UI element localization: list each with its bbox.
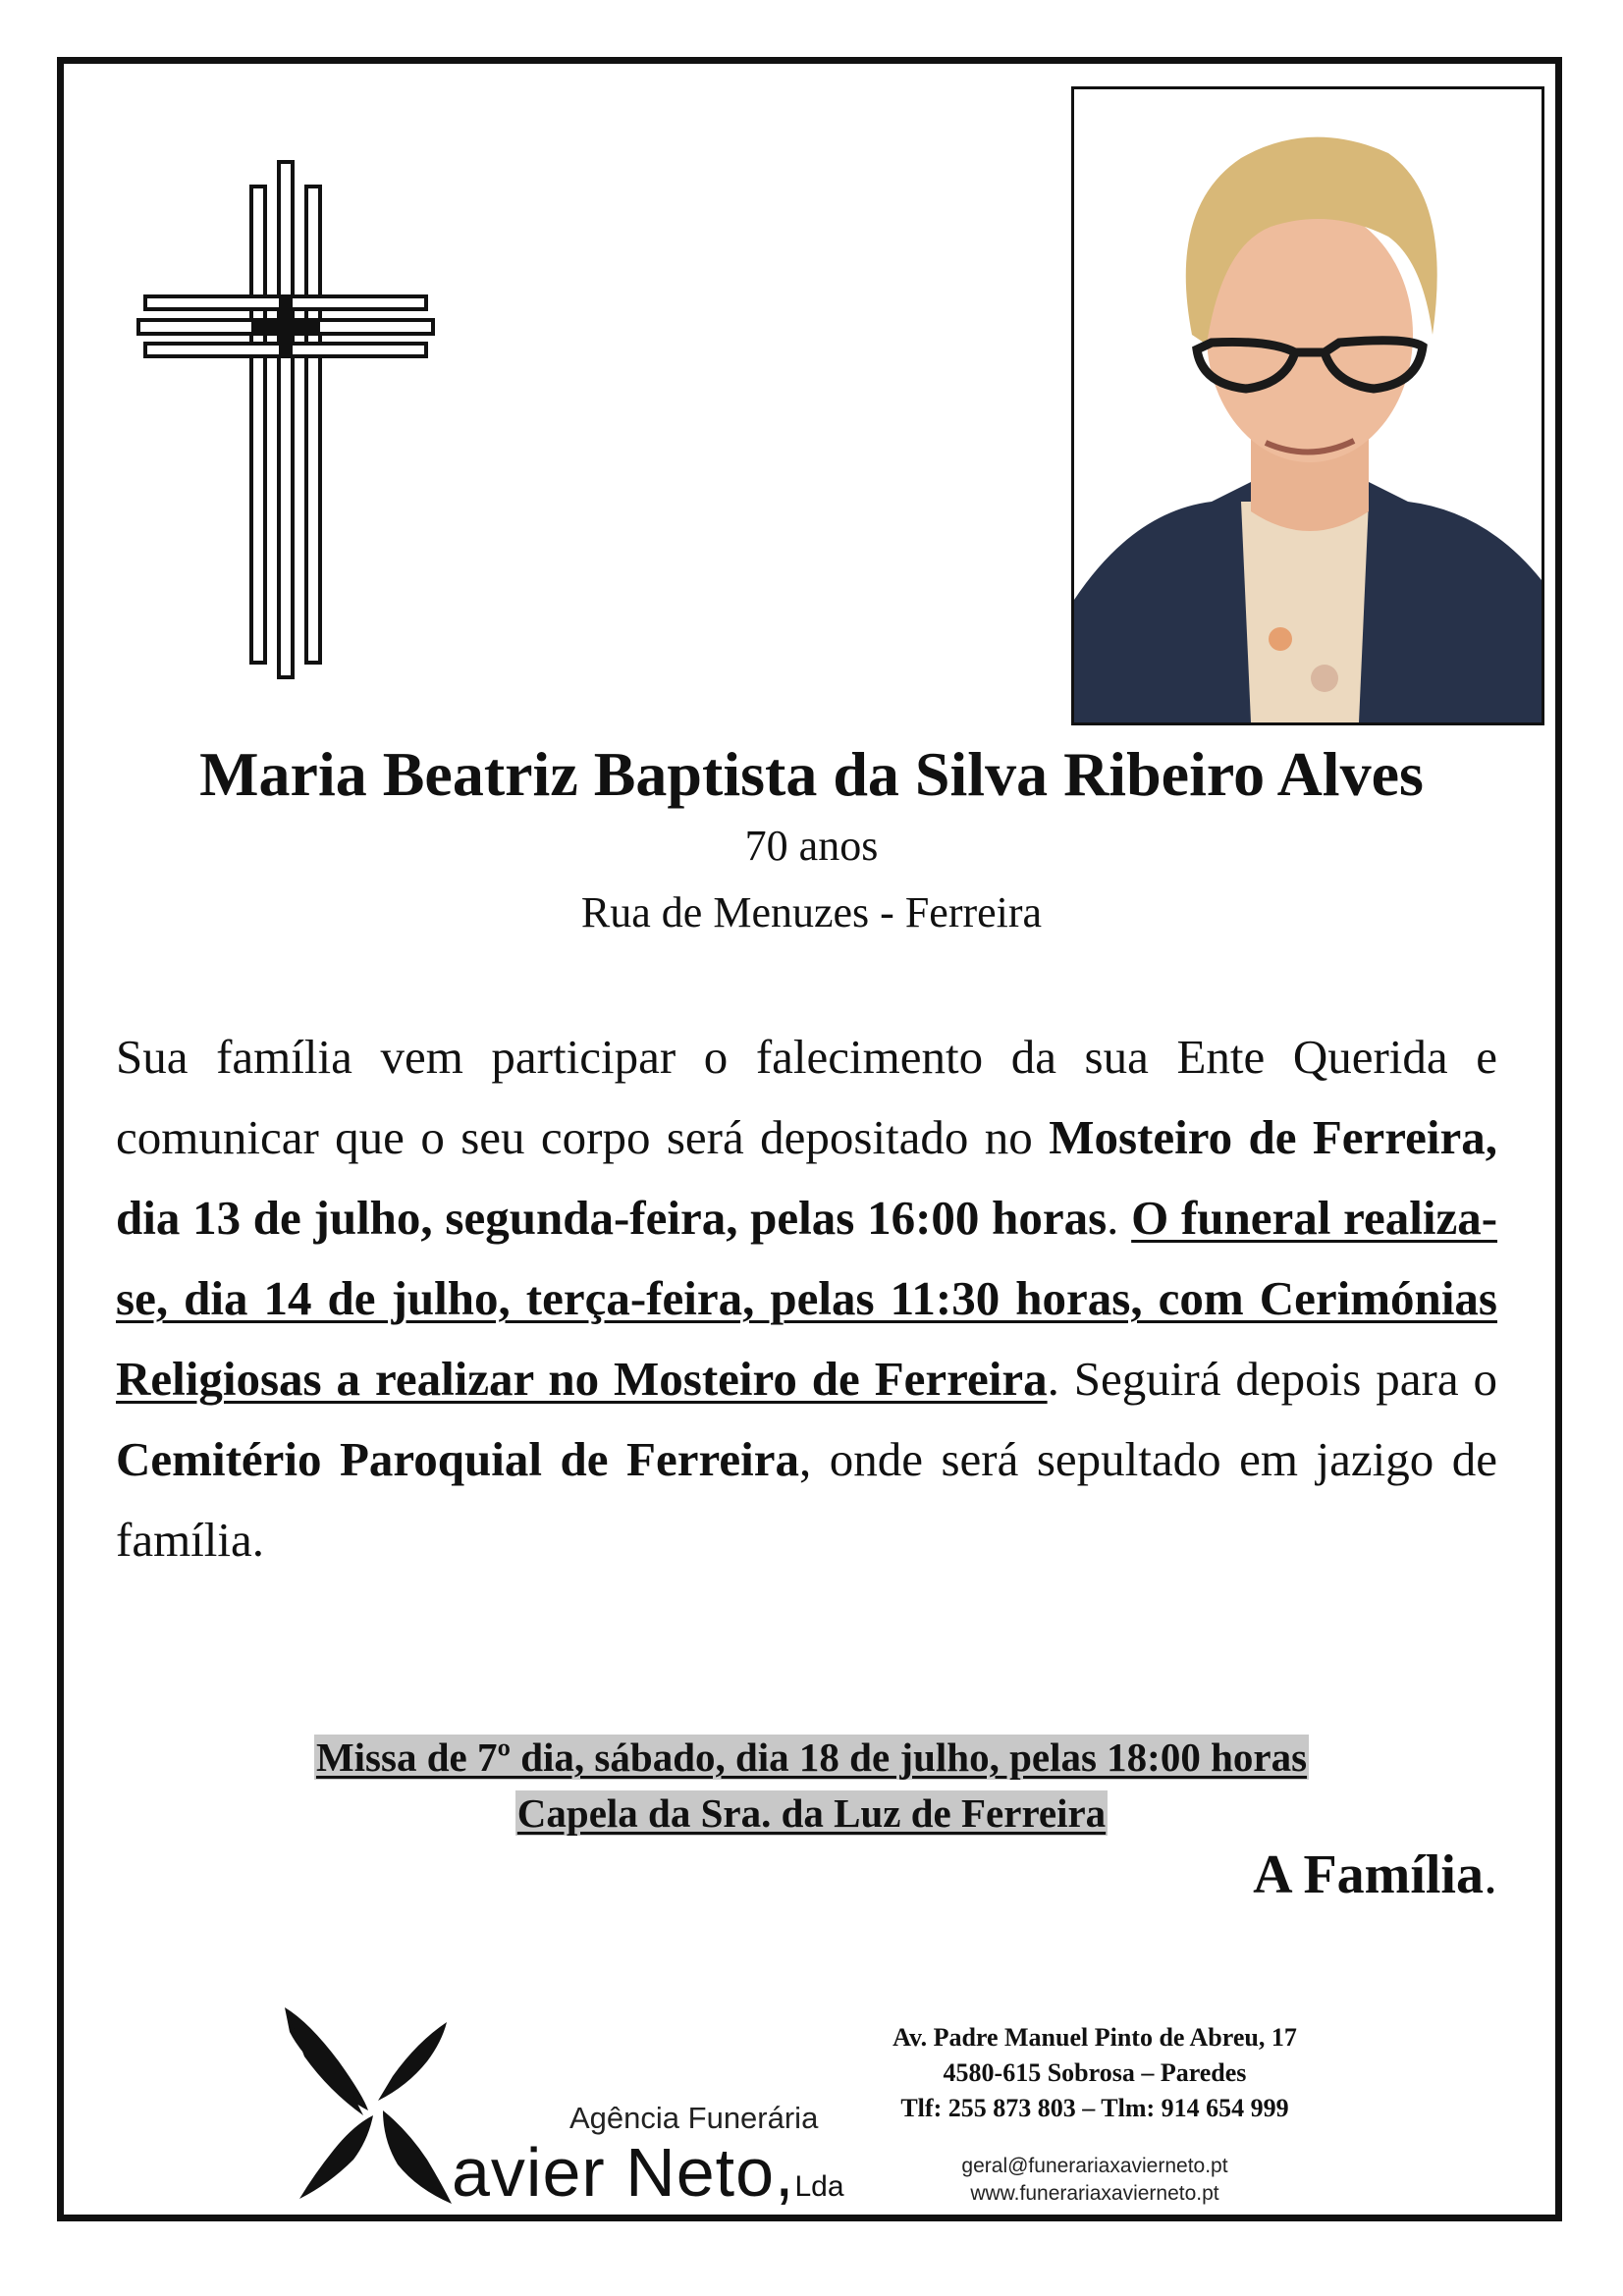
x-logo-icon (280, 2002, 476, 2209)
mass-date: Missa de 7º dia, sábado, dia 18 de julho, pelas 18:00 horas (315, 1735, 1308, 1780)
agency-address-line2: 4580-615 Sobrosa – Paredes (943, 2058, 1247, 2087)
family-signature (1253, 1843, 1497, 1906)
signature-text: A Família (1253, 1844, 1484, 1905)
mass-location: Capela da Sra. da Luz de Ferreira (516, 1790, 1107, 1836)
announcement-mid: . Seguirá depois para o (1047, 1352, 1497, 1406)
agency-phones: Tlf: 255 873 803 – Tlm: 914 654 999 (900, 2094, 1289, 2122)
mass-info (59, 1730, 1564, 1842)
agency-email: geral@funerariaxavierneto.pt (961, 2155, 1228, 2177)
wake-details: Mosteiro de Ferreira, dia 13 de julho, segunda-feira, pelas 16:00 horas (116, 1110, 1497, 1245)
announcement-text (116, 1017, 1497, 1580)
agency-label: Agência Funerária (569, 2101, 819, 2135)
cemetery-name: Cemitério Paroquial de Ferreira (116, 1432, 799, 1486)
announcement-end: , onde será sepultado em jazigo de família. (116, 1432, 1498, 1567)
deceased-name: Maria Beatriz Baptista da Silva Ribeiro Alves (199, 739, 1424, 809)
agency-logo (280, 2002, 859, 2209)
agency-web (864, 2153, 1325, 2208)
agency-brand (452, 2133, 844, 2212)
agency-brand-suffix: Lda (794, 2170, 844, 2203)
funeral-details: O funeral realiza-se, dia 14 de julho, terça-feira, pelas 11:30 horas, com Cerimónias Religiosas a realizar no Mosteiro de Ferreira (116, 1191, 1498, 1406)
deceased-address: Rua de Menuzes - Ferreira (580, 888, 1043, 936)
agency-brand-name: avier Neto, (452, 2134, 795, 2211)
agency-website: www.funerariaxavierneto.pt (970, 2182, 1219, 2205)
deceased-age: 70 anos (744, 822, 879, 870)
signature-dot: . (1484, 1844, 1497, 1905)
agency-address-line1: Av. Padre Manuel Pinto de Abreu, 17 (893, 2023, 1297, 2052)
portrait-photo (1071, 86, 1544, 725)
announcement-sep: . (1107, 1191, 1132, 1245)
cross-icon (134, 157, 438, 682)
agency-contact (864, 2020, 1325, 2126)
announcement-intro: Sua família vem participar o falecimento da sua Ente Querida e comunicar que o seu corpo será depositado no (116, 1030, 1497, 1164)
